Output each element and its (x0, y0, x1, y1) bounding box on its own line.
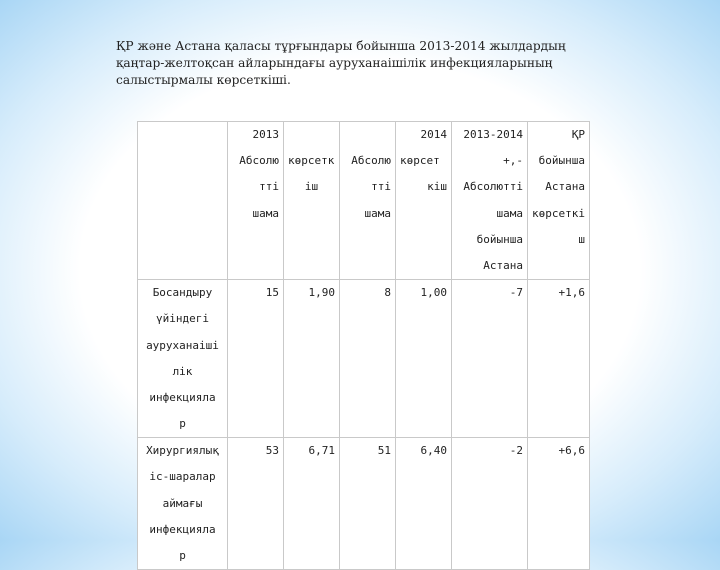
row-label: Хирургиялық іс-шаралар аймағы инфекцияла р (138, 438, 228, 570)
comparison-table (137, 121, 590, 570)
cell-2013-absolute: 15 (228, 280, 284, 438)
cell-2014-absolute: 51 (340, 438, 396, 570)
cell-2014-absolute: 8 (340, 280, 396, 438)
cell-kz-vs-astana: +1,6 (528, 280, 590, 438)
cell-2014-indicator: 6,40 (396, 438, 452, 570)
header-cell-difference: 2013-2014 +,- Абсолютті шама бойынша Астана (452, 122, 528, 280)
cell-2013-absolute: 53 (228, 438, 284, 570)
cell-kz-vs-astana: +6,6 (528, 438, 590, 570)
header-cell-2013-indicator: көрсетк іш (284, 122, 340, 280)
header-cell-2013-absolute: 2013 Абсолю тті шама (228, 122, 284, 280)
header-cell-2014-absolute: Абсолю тті шама (340, 122, 396, 280)
table-header-row (138, 122, 590, 280)
table-row (138, 438, 590, 570)
header-cell-2014-indicator: 2014 көрсет кіш (396, 122, 452, 280)
cell-difference: -7 (452, 280, 528, 438)
cell-difference: -2 (452, 438, 528, 570)
header-cell-kz-vs-astana: ҚР бойынша Астана көрсеткі ш (528, 122, 590, 280)
header-cell-empty (138, 122, 228, 280)
table-row (138, 280, 590, 438)
cell-2013-indicator: 6,71 (284, 438, 340, 570)
row-label: Босандыру үйіндегі ауруханаіші лік инфекцияла р (138, 280, 228, 438)
cell-2014-indicator: 1,00 (396, 280, 452, 438)
slide-title: ҚР және Астана қаласы тұрғындары бойынша 2013-2014 жылдардың қаңтар-желтоқсан айларындағы ауруханаішілік инфекцияларының салыстырмалы көрсеткіші. (116, 39, 566, 87)
cell-2013-indicator: 1,90 (284, 280, 340, 438)
